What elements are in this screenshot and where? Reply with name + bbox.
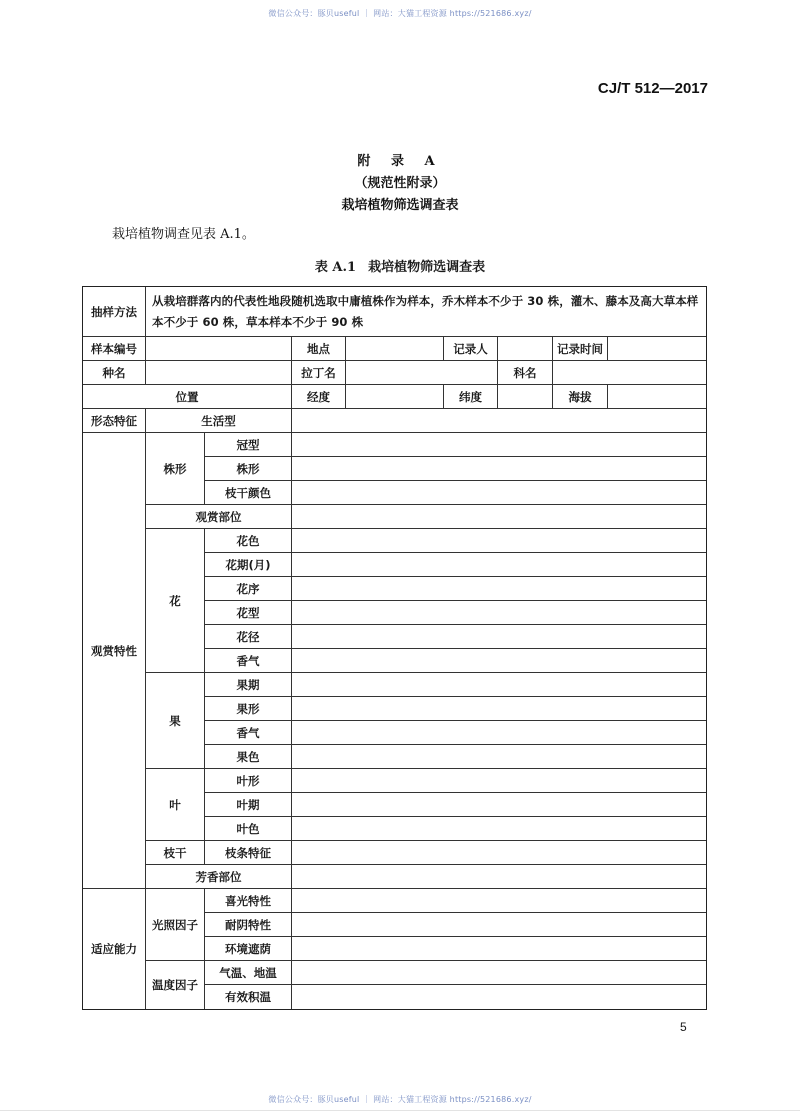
- environment-shading-value[interactable]: [292, 937, 706, 961]
- flower-color-label: 花色: [205, 529, 292, 553]
- position-label: 位置: [83, 385, 292, 409]
- leaf-period-value[interactable]: [292, 793, 706, 817]
- inflorescence-label: 花序: [205, 577, 292, 601]
- watermark-bottom: 微信公众号：豚贝useful ｜ 网站：大猫工程资源 https://521686.xyz/: [268, 1095, 532, 1104]
- flowering-period-value[interactable]: [292, 553, 706, 577]
- flower-label: 花: [146, 529, 205, 673]
- plant-shape-value[interactable]: [292, 457, 706, 481]
- environment-shading-label: 环境遮荫: [205, 937, 292, 961]
- fragrant-part-value[interactable]: [292, 865, 706, 889]
- flower-diameter-label: 花径: [205, 625, 292, 649]
- latin-name-value[interactable]: [346, 361, 498, 385]
- table-number: 表 A.1: [314, 260, 357, 275]
- watermark-top: 微信公众号：豚贝useful ｜ 网站：大猫工程资源 https://521686.xyz/: [268, 9, 532, 18]
- fragrant-part-label: 芳香部位: [146, 865, 292, 889]
- leaf-shape-label: 叶形: [205, 769, 292, 793]
- sampling-method-label: 抽样方法: [83, 287, 146, 337]
- latitude-value[interactable]: [498, 385, 553, 409]
- species-name-value[interactable]: [146, 361, 292, 385]
- leaf-period-label: 叶期: [205, 793, 292, 817]
- fruit-shape-value[interactable]: [292, 697, 706, 721]
- appendix-title: 附 录 A: [357, 154, 443, 169]
- trunk-color-label: 枝干颜色: [205, 481, 292, 505]
- longitude-label: 经度: [292, 385, 346, 409]
- flower-fragrance-label: 香气: [205, 649, 292, 673]
- table-title: 栽培植物筛选调查表: [368, 260, 486, 275]
- table-caption: [0, 256, 800, 275]
- recorder-value[interactable]: [498, 337, 553, 361]
- species-name-label: 种名: [83, 361, 146, 385]
- fruit-fragrance-value[interactable]: [292, 721, 706, 745]
- ornamental-label: [83, 433, 146, 889]
- location-label: 地点: [292, 337, 346, 361]
- light-preference-label: 喜光特性: [205, 889, 292, 913]
- altitude-label: 海拔: [553, 385, 608, 409]
- latitude-label: 纬度: [444, 385, 498, 409]
- leaf-shape-value[interactable]: [292, 769, 706, 793]
- light-factor-label: 光照因子: [146, 889, 205, 961]
- ornamental-part-label: 观赏部位: [146, 505, 292, 529]
- life-form-label: 生活型: [146, 409, 292, 433]
- plant-form-label: 株形: [146, 433, 205, 505]
- flower-diameter-value[interactable]: [292, 625, 706, 649]
- fruit-period-value[interactable]: [292, 673, 706, 697]
- fruit-shape-label: 果形: [205, 697, 292, 721]
- standard-code: CJ/T 512—2017: [597, 80, 708, 97]
- appendix-subtitle: （规范性附录）: [354, 176, 446, 191]
- air-soil-temp-label: 气温、地温: [205, 961, 292, 985]
- crown-type-value[interactable]: [292, 433, 706, 457]
- plant-shape-label: 株形: [205, 457, 292, 481]
- intro-text: 栽培植物调查见表 A.1。: [112, 227, 255, 242]
- adaptability-label: 适应能力: [83, 889, 146, 1009]
- light-preference-value[interactable]: [292, 889, 706, 913]
- effective-accum-temp-value[interactable]: [292, 985, 706, 1009]
- location-value[interactable]: [346, 337, 444, 361]
- bottom-divider: [0, 1110, 800, 1111]
- sample-id-value[interactable]: [146, 337, 292, 361]
- leaf-color-value[interactable]: [292, 817, 706, 841]
- sample-id-label: 样本编号: [83, 337, 146, 361]
- family-name-value[interactable]: [553, 361, 706, 385]
- latin-name-label: 拉丁名: [292, 361, 346, 385]
- flower-fragrance-value[interactable]: [292, 649, 706, 673]
- flower-color-value[interactable]: [292, 529, 706, 553]
- leaf-color-label: 叶色: [205, 817, 292, 841]
- crown-type-label: 冠型: [205, 433, 292, 457]
- flower-type-label: 花型: [205, 601, 292, 625]
- ornamental-label-text: 观赏特性: [91, 643, 137, 658]
- effective-accum-temp-label: 有效积温: [205, 985, 292, 1009]
- recorder-label: 记录人: [444, 337, 498, 361]
- altitude-value[interactable]: [608, 385, 706, 409]
- trunk-color-value[interactable]: [292, 481, 706, 505]
- ornamental-part-value[interactable]: [292, 505, 706, 529]
- branch-feature-value[interactable]: [292, 841, 706, 865]
- fruit-color-value[interactable]: [292, 745, 706, 769]
- air-soil-temp-value[interactable]: [292, 961, 706, 985]
- fruit-label: 果: [146, 673, 205, 769]
- fruit-period-label: 果期: [205, 673, 292, 697]
- longitude-value[interactable]: [346, 385, 444, 409]
- appendix-name: 栽培植物筛选调查表: [341, 198, 459, 213]
- shade-tolerance-value[interactable]: [292, 913, 706, 937]
- shade-tolerance-label: 耐阴特性: [205, 913, 292, 937]
- fruit-color-label: 果色: [205, 745, 292, 769]
- family-name-label: 科名: [498, 361, 553, 385]
- sampling-method-text: 从栽培群落内的代表性地段随机选取中庸植株作为样本，乔木样本不少于 30 株，灌木、藤本及高大草本样本不少于 60 株，草本样本不少于 90 株: [146, 287, 706, 337]
- flowering-period-label: 花期(月): [205, 553, 292, 577]
- flower-type-value[interactable]: [292, 601, 706, 625]
- leaf-label: 叶: [146, 769, 205, 841]
- branch-label: 枝干: [146, 841, 205, 865]
- temperature-factor-label: 温度因子: [146, 961, 205, 1009]
- inflorescence-value[interactable]: [292, 577, 706, 601]
- page-number: 5: [680, 1020, 687, 1034]
- survey-table: [82, 286, 707, 1010]
- fruit-fragrance-label: 香气: [205, 721, 292, 745]
- branch-feature-label: 枝条特征: [205, 841, 292, 865]
- record-time-label: 记录时间: [553, 337, 608, 361]
- life-form-value[interactable]: [292, 409, 706, 433]
- record-time-value[interactable]: [608, 337, 706, 361]
- morphology-label: 形态特征: [83, 409, 146, 433]
